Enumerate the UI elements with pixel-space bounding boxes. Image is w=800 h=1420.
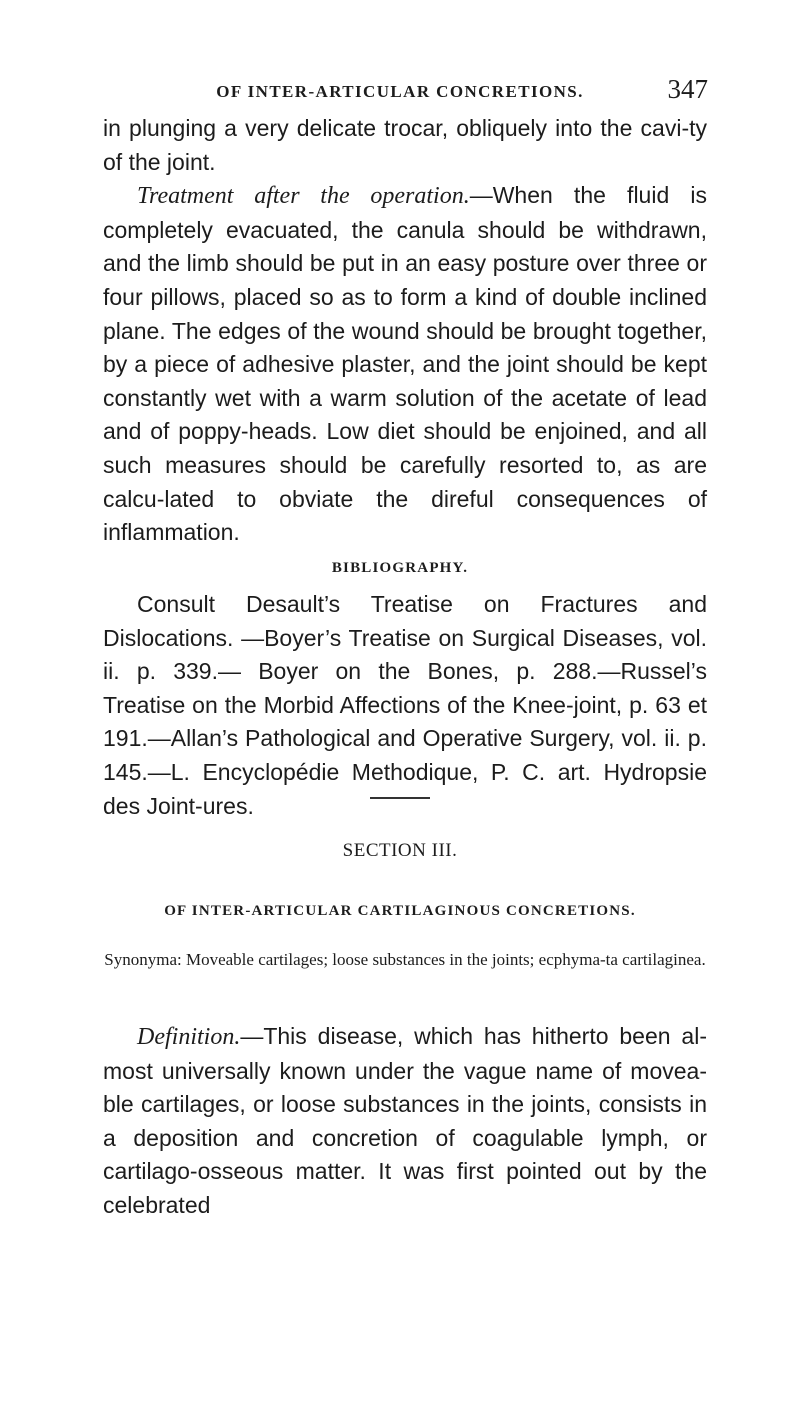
definition-block	[103, 1020, 707, 1223]
treatment-text: —When the fluid is completely evacuated, the canula should be withdrawn, and the limb should be put in an easy posture over three or four pillows, placed so as to form a kind of double inclined plane. The edges of the wound should be brought together, by a piece of adhesive plaster, and the joint should be kept constantly wet with a warm solution of the acetate of lead and of poppy-heads. Low diet should be enjoined, and all such measures should be carefully resorted to, as are calcu-lated to obviate the direful consequences of inflammation.	[103, 182, 708, 546]
section-number: SECTION III.	[342, 840, 458, 861]
treatment-heading: Treatment after the operation.	[137, 183, 470, 210]
definition-paragraph	[103, 1020, 707, 1223]
treatment-paragraph	[103, 179, 707, 550]
section-title: OF INTER-ARTICULAR CARTILAGINOUS CONCRETIONS.	[164, 903, 636, 919]
section-divider	[370, 797, 430, 799]
running-header	[0, 74, 800, 104]
paragraph-continuation: in plunging a very delicate trocar, obliquely into the cavi-ty of the joint.	[103, 115, 707, 175]
definition-heading: Definition.	[137, 1024, 241, 1050]
synonyma-text: Synonyma: Moveable cartilages; loose substances in the joints; ecphyma-ta cartilaginea.	[104, 950, 706, 969]
bibliography-text: Consult Desault’s Treatise on Fractures and Dislocations. —Boyer’s Treatise on Surgical Diseases, vol. ii. p. 339.— Boyer on the Bones, p. 288.—Russel’s Treatise on the Morbid Affections of the Knee-joint, p. 63 et 191.—Allan’s Pathological and Operative Surgery, vol. ii. p. 145.—L. Encyclopédie Methodique, P. C. art. Hydropsie des Joint-ures.	[103, 591, 707, 819]
page-number: 347	[667, 74, 708, 104]
upper-text-block	[103, 112, 707, 550]
running-title: OF INTER-ARTICULAR CONCRETIONS.	[216, 82, 584, 101]
bibliography-block	[103, 588, 707, 823]
bibliography-heading: BIBLIOGRAPHY.	[331, 560, 469, 576]
definition-text: —This disease, which has hitherto been al-most universally known under the vague name of movea-ble cartilages, or loose substances in the joints, consists in a deposition and concretion of coagulable lymph, or cartilago-osseous matter. It was first pointed out by the celebrated	[103, 1023, 707, 1218]
